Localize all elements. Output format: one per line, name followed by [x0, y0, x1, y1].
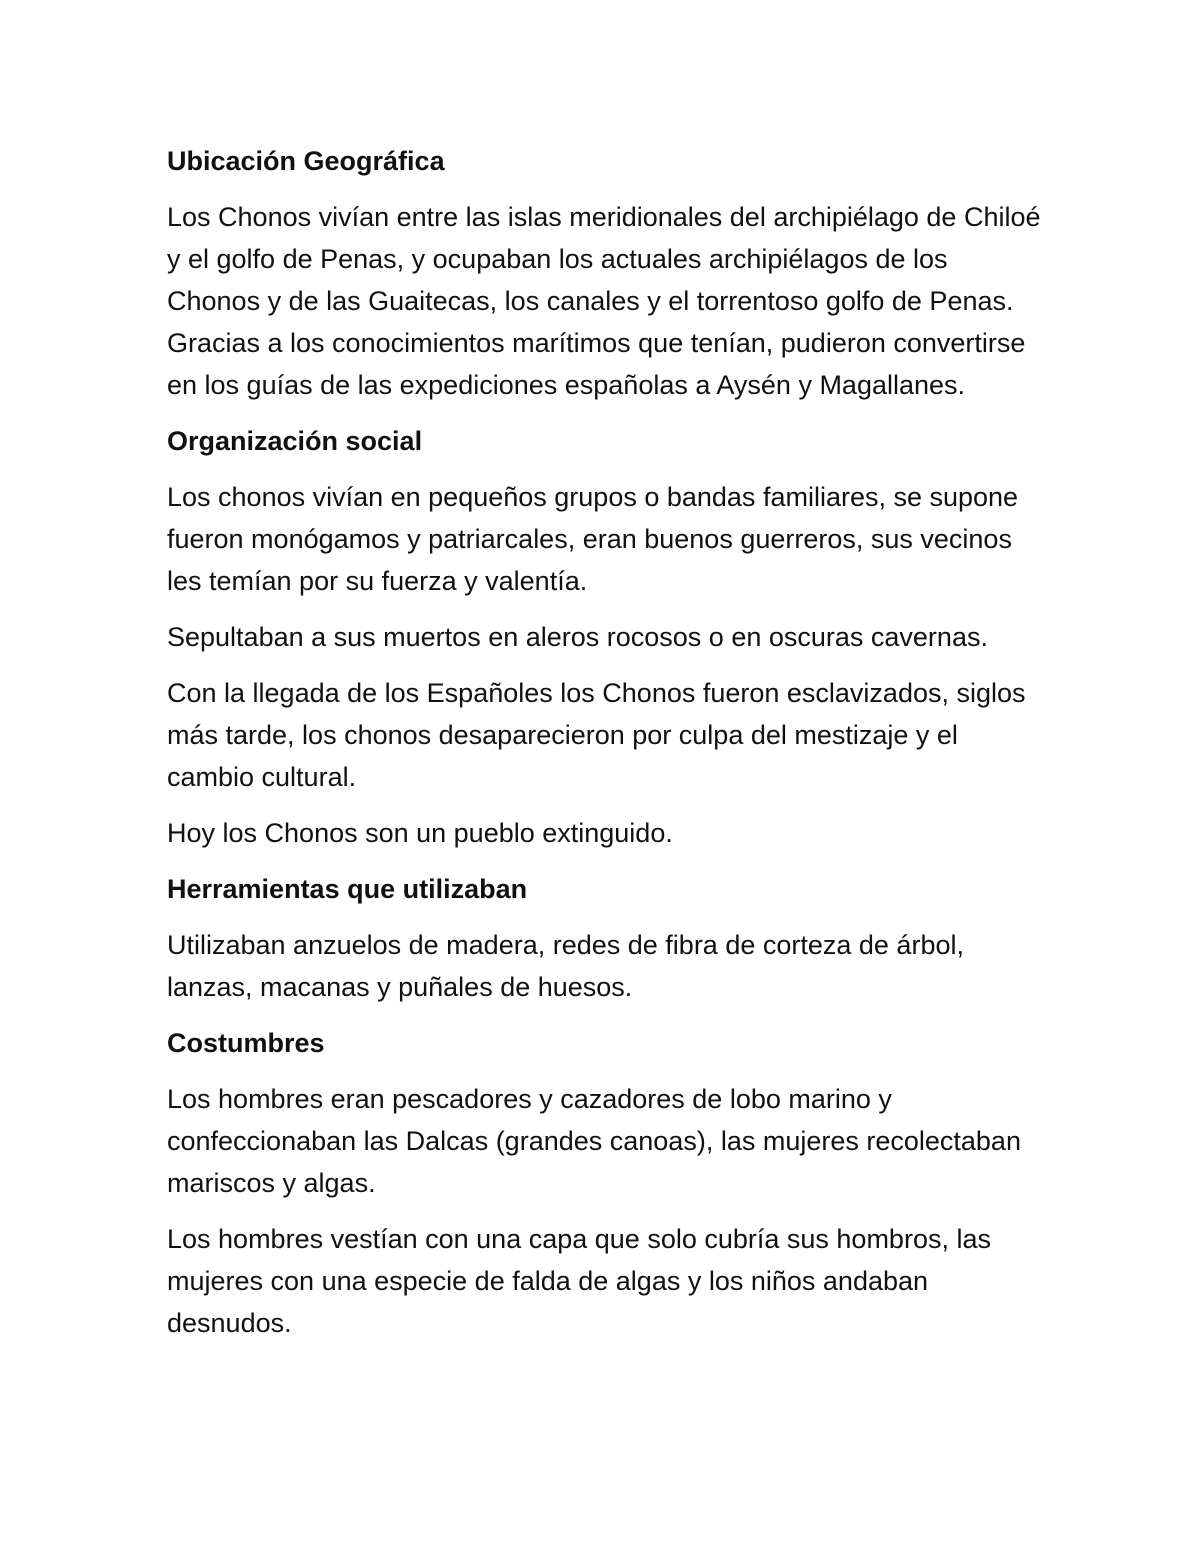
section-heading: Organización social [167, 426, 423, 456]
paragraph: Hoy los Chonos son un pueblo extinguido. [167, 818, 673, 848]
section-costumbres [167, 1022, 1047, 1344]
section-ubicacion [167, 140, 1047, 406]
section-herramientas [167, 868, 1047, 1008]
paragraph: Utilizaban anzuelos de madera, redes de fibra de corteza de árbol, lanzas, macanas y puñales de huesos. [167, 930, 964, 1002]
paragraph: Los Chonos vivían entre las islas meridionales del archipiélago de Chiloé y el golfo de Penas, y ocupaban los actuales archipiélagos de los Chonos y de las Guaitecas, los canales y el torrentoso golfo de Penas. Gracias a los conocimientos marítimos que tenían, pudieron convertirse en los guías de las expediciones españolas a Aysén y Magallanes. [167, 202, 1041, 400]
paragraph: Los hombres eran pescadores y cazadores de lobo marino y confeccionaban las Dalcas (grandes canoas), las mujeres recolectaban mariscos y algas. [167, 1084, 1021, 1198]
section-heading: Ubicación Geográfica [167, 146, 445, 176]
section-organizacion [167, 420, 1047, 854]
section-heading: Herramientas que utilizaban [167, 874, 528, 904]
section-heading: Costumbres [167, 1028, 325, 1058]
paragraph: Los hombres vestían con una capa que solo cubría sus hombros, las mujeres con una especie de falda de algas y los niños andaban desnudos. [167, 1224, 991, 1338]
document-page [167, 140, 1047, 1358]
paragraph: Los chonos vivían en pequeños grupos o bandas familiares, se supone fueron monógamos y patriarcales, eran buenos guerreros, sus vecinos les temían por su fuerza y valentía. [167, 482, 1019, 596]
paragraph: Sepultaban a sus muertos en aleros rocosos o en oscuras cavernas. [167, 622, 988, 652]
paragraph: Con la llegada de los Españoles los Chonos fueron esclavizados, siglos más tarde, los chonos desaparecieron por culpa del mestizaje y el cambio cultural. [167, 678, 1026, 792]
